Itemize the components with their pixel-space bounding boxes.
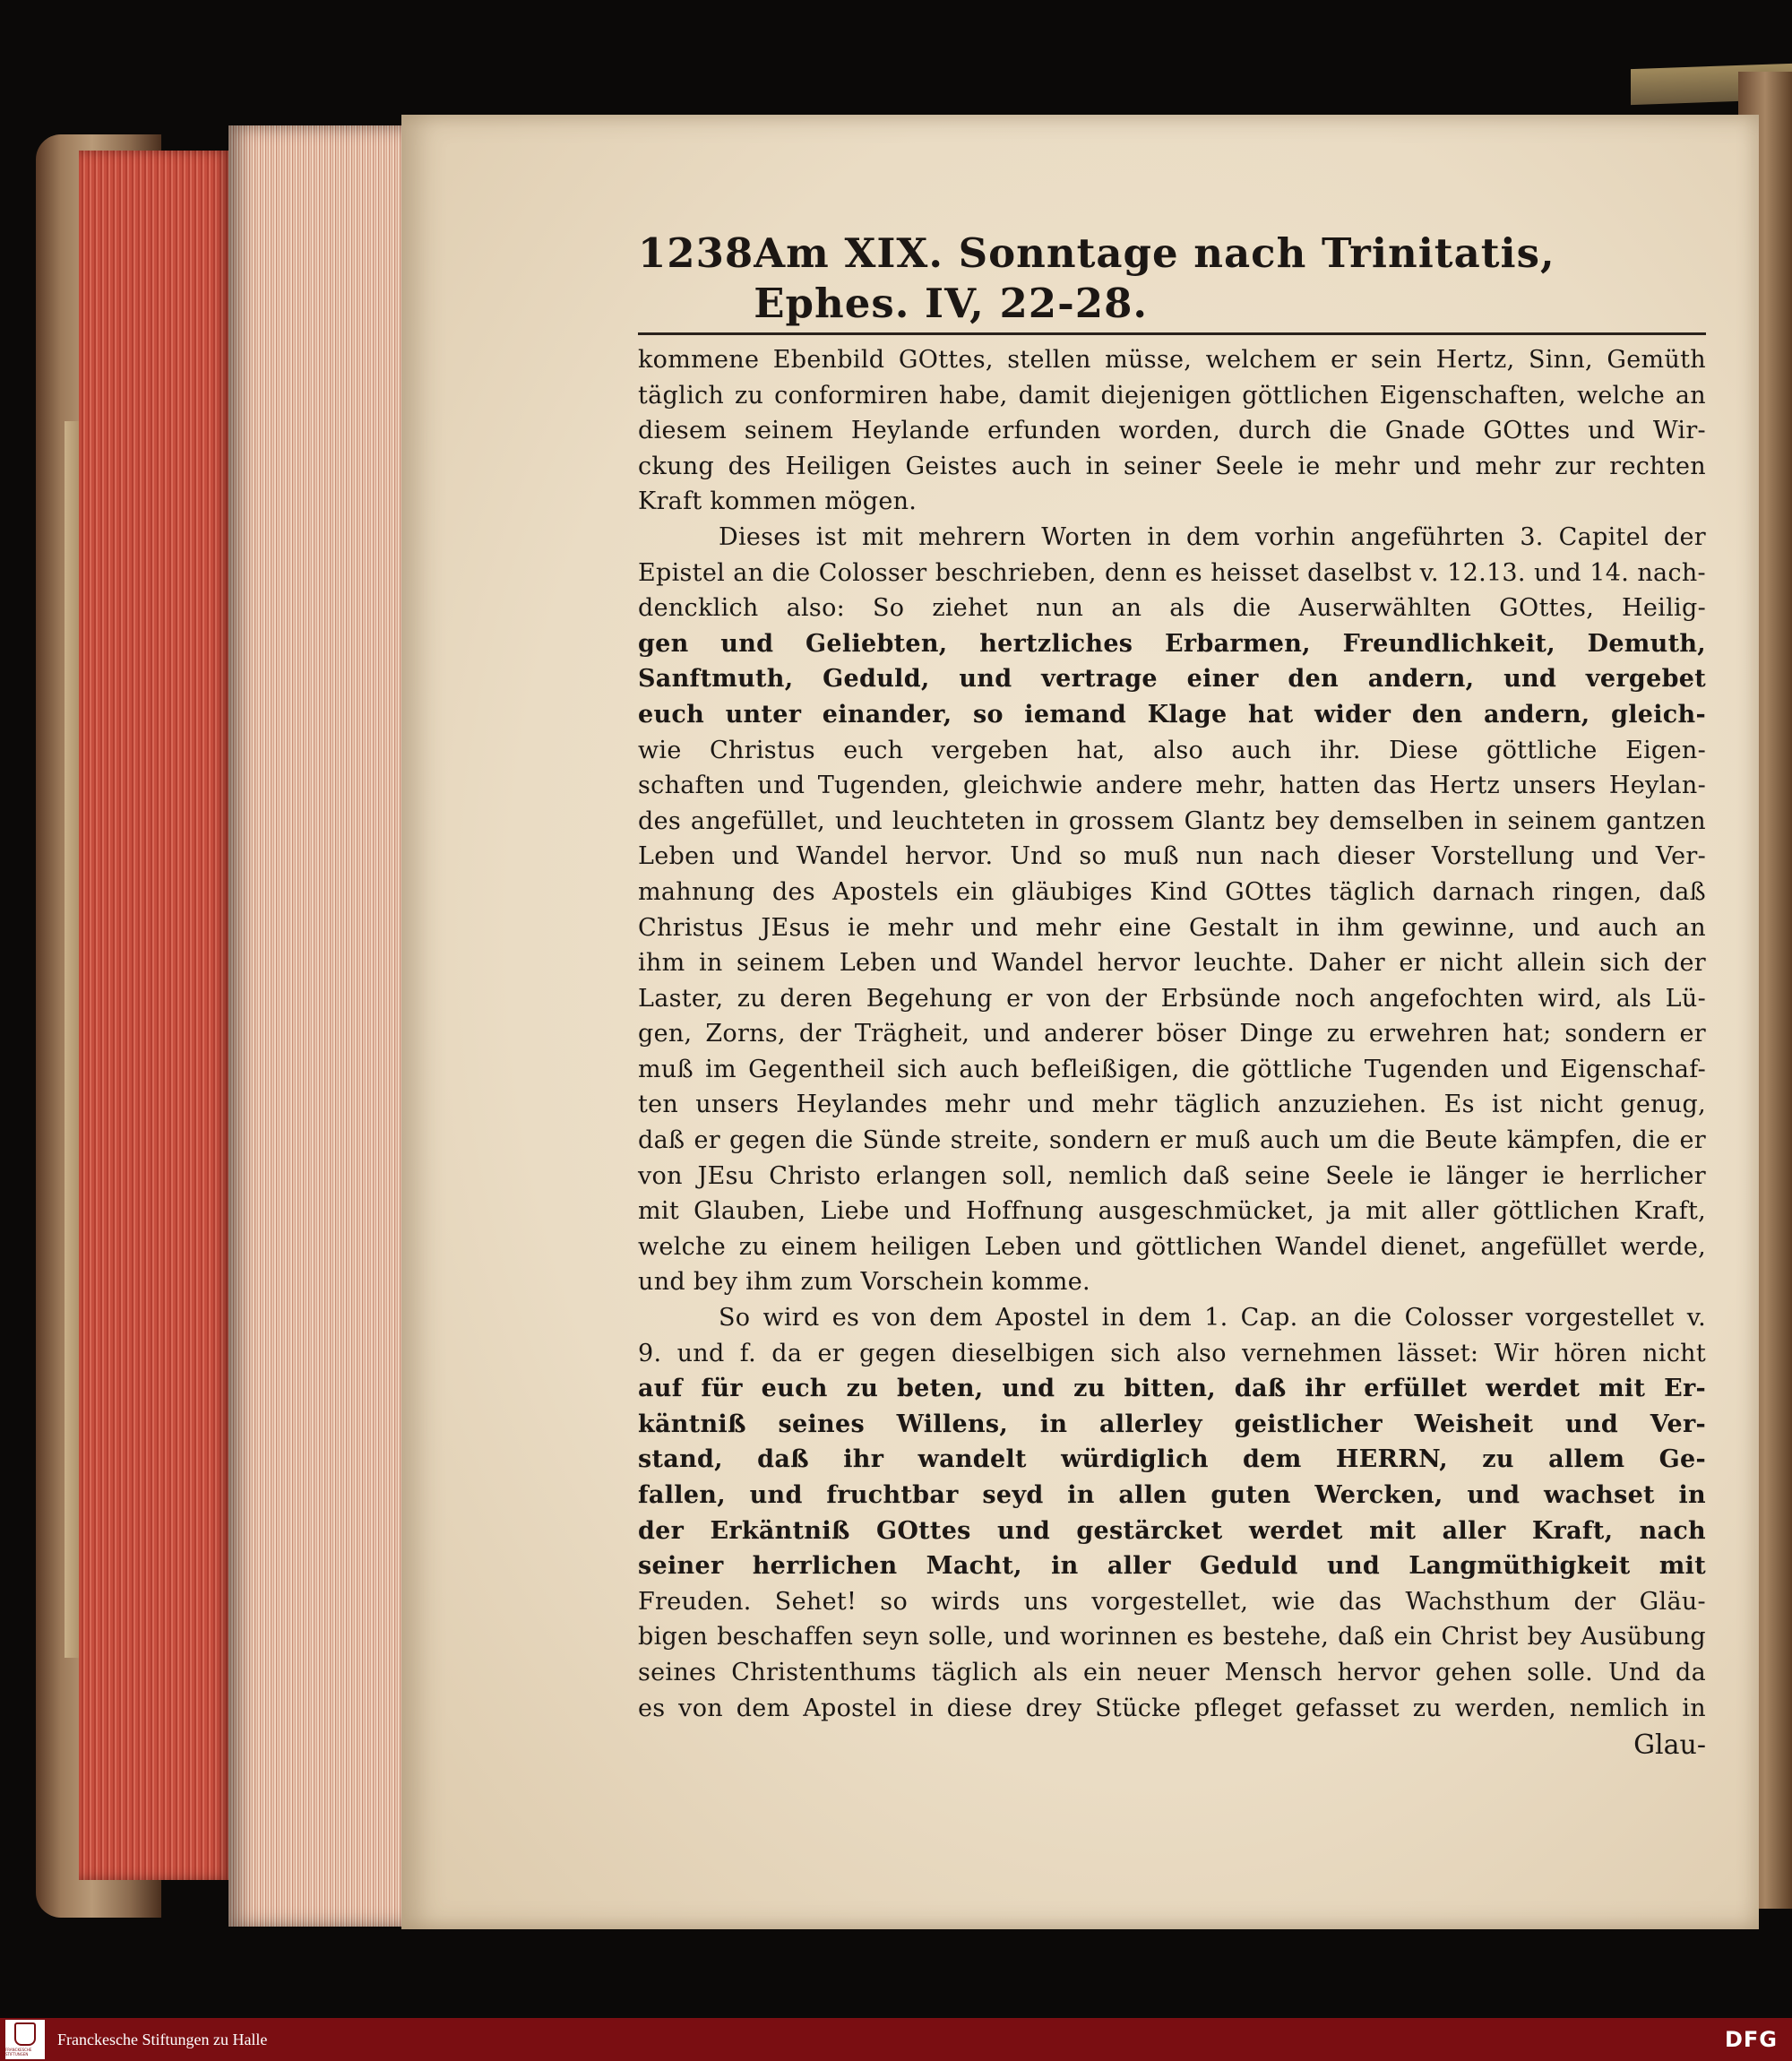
institution-name[interactable]: Franckesche Stiftungen zu Halle (57, 2030, 268, 2048)
text-line: muß im Gegentheil sich auch befleißigen, die göttliche Tugenden und Eigenschaf- (638, 1055, 1706, 1083)
dfg-logo[interactable]: DFG (1724, 2027, 1778, 2052)
catchword: Glau- (1633, 1729, 1706, 1762)
text-line: des angefüllet, und leuchteten in grossem Glantz bey demselben in seinem gantzen (638, 806, 1706, 835)
text-line: ten unsers Heylandes mehr und mehr täglich anzuziehen. Es ist nicht genug, (638, 1091, 1706, 1119)
text-line: seiner herrlichen Macht, in aller Geduld und Langmüthigkeit mit (638, 1552, 1706, 1581)
crest-icon (14, 2022, 36, 2046)
text-line: und bey ihm zum Vorschein komme. (638, 1268, 1090, 1297)
text-line: seines Christenthums täglich als ein neuer Mensch hervor gehen solle. Und da (638, 1658, 1706, 1686)
text-line: Kraft kommen mögen. (638, 487, 918, 516)
text-line: der Erkäntniß GOttes und gestärcket werdet mit aller Kraft, nach (638, 1516, 1706, 1545)
page-number: 1238 (638, 229, 754, 277)
red-page-edges (79, 151, 231, 1880)
text-line: es von dem Apostel in diese drey Stücke pfleget gefasset zu werden, nemlich in (638, 1694, 1706, 1722)
text-line: welche zu einem heiligen Leben und göttlichen Wandel dienet, angefüllet werde, (638, 1232, 1706, 1261)
text-line: Dieses ist mit mehrern Worten in dem vorhin angeführten 3. Capitel der (719, 522, 1706, 551)
text-line: Epistel an die Colosser beschrieben, denn es heisset daselbst v. 12.13. und 14. nach- (638, 558, 1706, 587)
text-line: ihm in seinem Leben und Wandel hervor leuchte. Daher er nicht allein sich der (638, 949, 1706, 978)
text-line: dencklich also: So ziehet nun an als die Auserwählten GOttes, Heilig- (638, 594, 1706, 623)
text-line: ckung des Heiligen Geistes auch in seiner Seele ie mehr und mehr zur rechten (638, 452, 1706, 480)
text-line: 9. und f. da er gegen dieselbigen sich also vernehmen lässet: Wir hören nicht (638, 1339, 1706, 1367)
page-stack-edges (228, 125, 408, 1927)
text-line: Freuden. Sehet! so wirds uns vorgestellet, wie das Wachsthum der Gläu- (638, 1587, 1706, 1616)
institution-logo-icon[interactable] (5, 2020, 45, 2059)
text-line: von JEsu Christo erlangen soll, nemlich daß seine Seele ie länger ie herrlicher (638, 1161, 1706, 1190)
text-line: mahnung des Apostels ein gläubiges Kind GOttes täglich darnach ringen, daß (638, 877, 1706, 906)
page-text-block (638, 229, 1706, 1763)
text-line: wie Christus euch vergeben hat, also auch ihr. Diese göttliche Eigen- (638, 736, 1706, 764)
text-line: Laster, zu deren Begehung er von der Erbsünde noch angefochten wird, als Lü- (638, 984, 1706, 1013)
text-line: Sanftmuth, Geduld, und vertrage einer den andern, und vergebet (638, 665, 1706, 694)
text-line: bigen beschaffen seyn solle, und worinnen es bestehe, daß ein Christ bey Ausübung (638, 1623, 1706, 1651)
text-line: So wird es von dem Apostel in dem 1. Cap. an die Colosser vorgestellet v. (719, 1304, 1706, 1332)
text-line: käntniß seines Willens, in allerley geistlicher Weisheit und Ver- (638, 1410, 1706, 1438)
running-head (638, 229, 1706, 335)
viewer-footer-bar (0, 2018, 1792, 2061)
text-line: stand, daß ihr wandelt würdiglich dem HERRN, zu allem Ge- (638, 1445, 1706, 1474)
text-line: auf für euch zu beten, und zu bitten, daß ihr erfüllet werdet mit Er- (638, 1375, 1706, 1403)
text-line: gen, Zorns, der Trägheit, und anderer böser Dinge zu erwehren hat; sondern er (638, 1020, 1706, 1048)
body-text (638, 342, 1706, 1726)
running-head-title: Am XIX. Sonntage nach Trinitatis, Ephes. IV, 22-28. (754, 229, 1555, 327)
text-line: mit Glauben, Liebe und Hoffnung ausgeschmücket, ja mit aller göttlichen Kraft, (638, 1197, 1706, 1226)
text-line: Leben und Wandel hervor. Und so muß nun nach dieser Vorstellung und Ver- (638, 842, 1706, 871)
text-line: Christus JEsus ie mehr und mehr eine Gestalt in ihm gewinne, und auch an (638, 913, 1706, 942)
text-line: schaften und Tugenden, gleichwie andere mehr, hatten das Hertz unsers Heylan- (638, 772, 1706, 800)
text-line: daß er gegen die Sünde streite, sondern er muß auch um die Beute kämpfen, die er (638, 1126, 1706, 1155)
text-line: diesem seinem Heylande erfunden worden, durch die Gnade GOttes und Wir- (638, 417, 1706, 445)
logo-small-text: FRANCKESCHE STIFTUNGEN (5, 2048, 32, 2057)
text-line: gen und Geliebten, hertzliches Erbarmen, Freundlichkeit, Demuth, (638, 629, 1706, 658)
text-line: kommene Ebenbild GOttes, stellen müsse, welchem er sein Hertz, Sinn, Gemüth (638, 346, 1706, 374)
text-line: fallen, und fruchtbar seyd in allen guten Wercken, und wachset in (638, 1481, 1706, 1509)
text-line: täglich zu conformiren habe, damit diejenigen göttlichen Eigenschaften, welche an (638, 381, 1706, 410)
text-line: euch unter einander, so iemand Klage hat wider den andern, gleich- (638, 700, 1706, 729)
